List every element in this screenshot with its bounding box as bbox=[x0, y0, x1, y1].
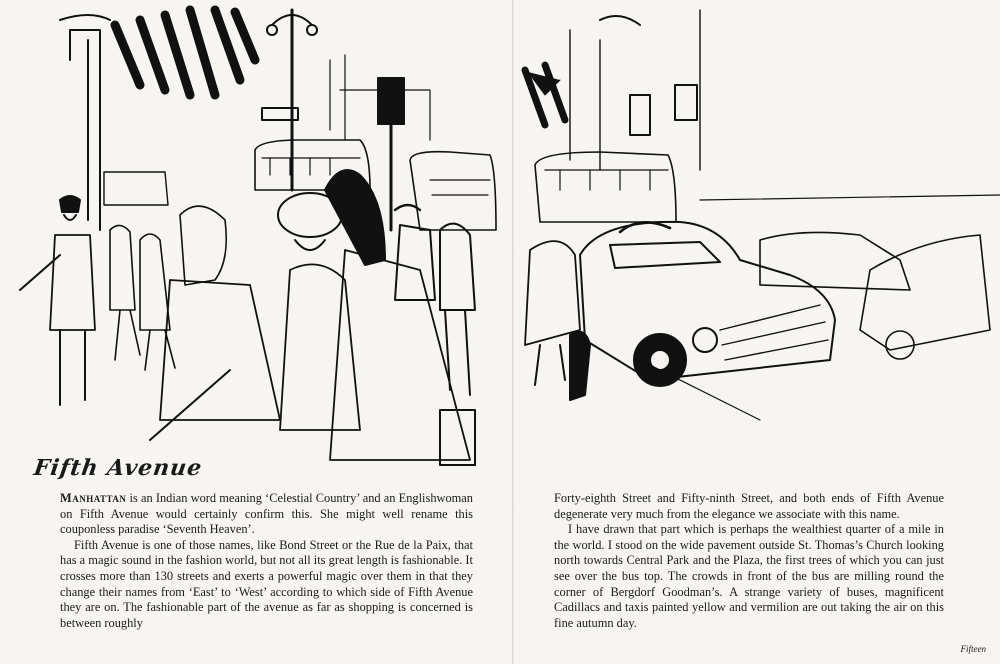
article-title: Fifth Avenue bbox=[32, 455, 205, 481]
paragraph-1-text: is an Indian word meaning ‘Celestial Country’ and an Englishwoman on Fifth Avenue would certainly confirm this. She might well rename this couponless paradise ‘Seventh Heaven’. bbox=[60, 491, 473, 537]
building-right bbox=[570, 10, 700, 170]
woman-tall-hat bbox=[325, 170, 475, 465]
paragraph-2: Fifth Avenue is one of those names, like Bond Street or the Rue de la Paix, that has a magic sound in the fashion world, but not all its great length is fashionable. It crosses more than 130 streets and exerts a powerful magic over them in that they change their names from ‘East’ to ‘West’ according to which side of Fifth Avenue they are on. The fashionable part of the avenue as far as shopping is concerned is between roughly bbox=[60, 537, 473, 630]
man-cowboy-hat bbox=[395, 205, 435, 300]
paragraph-1 bbox=[60, 491, 473, 538]
paragraph-4: I have drawn that part which is perhaps the wealthiest quarter of a mile in the world. I stood on the wide pavement outside St. Thomas’s Church looking north towards Central Park and the Plaza, the first trees of which you can just see over the bus top. The crowds in front of the bus are milling round the corner of Bergdorf Goodman’s. A strange variety of buses, magnificent Cadillacs and taxis painted yellow and vermilion are out taking the air on this fine autumn day. bbox=[554, 522, 944, 630]
cadillac-cars bbox=[760, 232, 990, 359]
right-text-column bbox=[554, 491, 944, 631]
striped-flag-left bbox=[115, 10, 255, 95]
vintage-car bbox=[580, 222, 835, 386]
bus-mid bbox=[410, 152, 496, 230]
left-text-column bbox=[60, 491, 473, 631]
lead-word: Manhattan bbox=[60, 491, 127, 505]
paragraph-3: Forty-eighth Street and Fifty-ninth Street, and both ends of Fifth Avenue degenerate very much from the elegance we associate with this name. bbox=[554, 491, 944, 521]
bus-right bbox=[535, 152, 676, 222]
policeman-figure bbox=[20, 196, 95, 405]
page-number: Fifteen bbox=[960, 644, 986, 654]
page-gutter bbox=[512, 0, 514, 664]
